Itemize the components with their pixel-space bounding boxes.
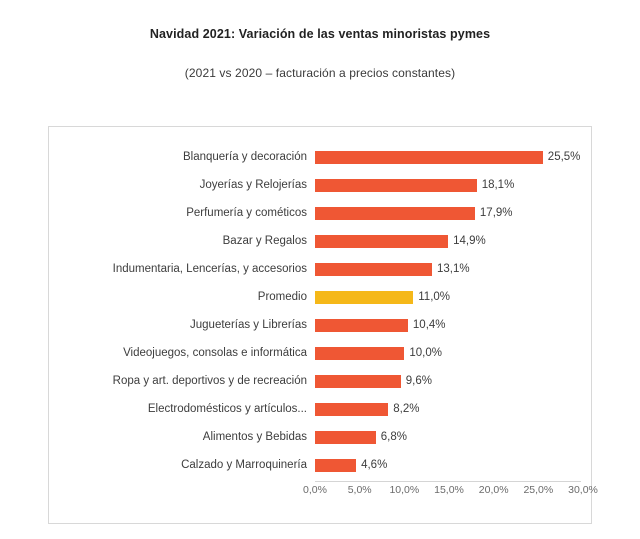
bar-value-label: 4,6%	[361, 459, 388, 471]
bar-row	[49, 283, 591, 311]
bar-value-label: 18,1%	[481, 179, 515, 191]
x-tick-label: 20,0%	[478, 484, 509, 496]
chart-container	[48, 126, 598, 524]
bar-chart-plot	[49, 127, 598, 523]
bar-value-label: 11,0%	[418, 291, 451, 303]
bar	[315, 347, 404, 360]
x-tick-label: 30,0%	[568, 484, 598, 496]
bar-zone	[315, 283, 591, 311]
bar	[315, 263, 432, 276]
bar	[315, 459, 356, 472]
category-label: Joyerías y Relojerías	[199, 179, 307, 191]
bar-row	[49, 423, 591, 451]
bar-row	[49, 367, 591, 395]
bar-zone	[315, 423, 591, 451]
category-label: Jugueterías y Librerías	[190, 319, 307, 331]
category-label: Ropa y art. deportivos y de recreación	[112, 375, 307, 387]
bar-zone	[315, 367, 591, 395]
category-label: Blanquería y decoración	[182, 151, 307, 163]
bar	[315, 431, 376, 444]
bar-zone	[315, 227, 591, 255]
bar	[315, 319, 408, 332]
bar	[315, 179, 477, 192]
bar-zone	[315, 143, 591, 171]
category-label: Promedio	[257, 291, 307, 303]
x-axis-line	[315, 481, 581, 482]
page-title: Navidad 2021: Variación de las ventas minoristas pymes	[149, 27, 491, 41]
bar-row	[49, 199, 591, 227]
bar-row	[49, 227, 591, 255]
x-tick-label: 15,0%	[434, 484, 464, 496]
x-tick-label: 25,0%	[523, 484, 554, 496]
category-label: Electrodomésticos y artículos...	[147, 403, 307, 415]
bar-value-label: 25,5%	[547, 151, 581, 163]
bar-row	[49, 339, 591, 367]
bar-value-label: 17,9%	[479, 207, 513, 219]
category-label: Perfumería y cométicos	[186, 207, 307, 219]
bar-row	[49, 451, 591, 479]
chart-page	[0, 27, 640, 539]
bar-zone	[315, 395, 591, 423]
category-label: Videojuegos, consolas e informática	[123, 347, 307, 359]
bar-row	[49, 143, 591, 171]
bar-row	[49, 311, 591, 339]
bar-zone	[315, 451, 591, 479]
bar	[315, 375, 401, 388]
bar-zone	[315, 311, 591, 339]
bar-value-label: 6,8%	[380, 431, 407, 443]
bar-zone	[315, 199, 591, 227]
bar-value-label: 10,0%	[409, 347, 442, 359]
x-tick-label: 10,0%	[389, 484, 420, 496]
bar-zone	[315, 339, 591, 367]
bar-value-label: 8,2%	[393, 403, 420, 415]
bar	[315, 207, 475, 220]
bar	[315, 151, 543, 164]
bar-zone	[315, 255, 591, 283]
category-label: Calzado y Marroquinería	[181, 459, 307, 471]
category-label: Indumentaria, Lencerías, y accesorios	[112, 263, 307, 275]
bar-row	[49, 171, 591, 199]
bar-rows	[49, 143, 591, 479]
bar-zone	[315, 171, 591, 199]
bar	[315, 235, 448, 248]
bar	[315, 291, 413, 304]
x-tick-label: 0,0%	[303, 484, 327, 496]
category-label: Alimentos y Bebidas	[202, 431, 307, 443]
bar-row	[49, 395, 591, 423]
bar-value-label: 14,9%	[453, 235, 486, 247]
x-axis	[303, 481, 598, 499]
bar-row	[49, 255, 591, 283]
bar-value-label: 9,6%	[405, 375, 432, 387]
bar-value-label: 13,1%	[437, 263, 470, 275]
bar	[315, 403, 388, 416]
page-subtitle: (2021 vs 2020 – facturación a precios constantes)	[184, 66, 456, 80]
category-label: Bazar y Regalos	[222, 235, 307, 247]
bar-value-label: 10,4%	[412, 319, 446, 331]
x-tick-label: 5,0%	[347, 484, 372, 496]
